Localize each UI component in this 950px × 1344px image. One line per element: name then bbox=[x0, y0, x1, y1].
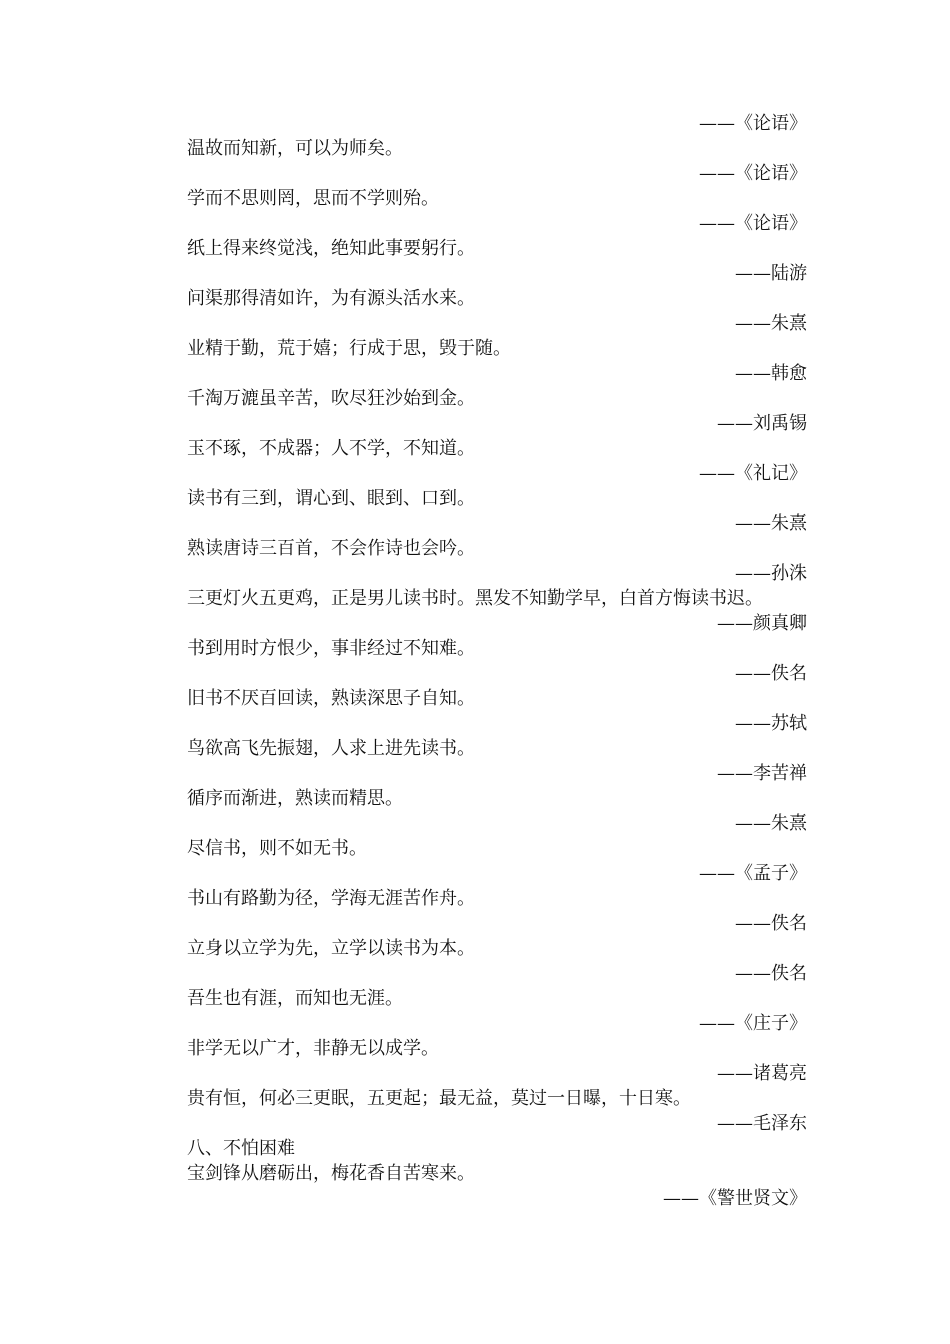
source-line: ——朱熹 bbox=[735, 813, 807, 834]
source-line: ——《孟子》 bbox=[699, 863, 807, 884]
quote-line: 问渠那得清如许，为有源头活水来。 bbox=[187, 288, 475, 309]
source-line: ——刘禹锡 bbox=[717, 413, 807, 434]
document-page bbox=[187, 111, 807, 1211]
source-line: ——孙洙 bbox=[735, 563, 807, 584]
quote-line: 熟读唐诗三百首，不会作诗也会吟。 bbox=[187, 538, 475, 559]
source-line: ——佚名 bbox=[735, 913, 807, 934]
source-line: ——李苦禅 bbox=[717, 763, 807, 784]
quote-line: 书到用时方恨少，事非经过不知难。 bbox=[187, 638, 475, 659]
quote-line: 贵有恒，何必三更眠，五更起；最无益，莫过一日曝，十日寒。 bbox=[187, 1088, 691, 1109]
source-line: ——佚名 bbox=[735, 663, 807, 684]
quote-line: 千淘万漉虽辛苦，吹尽狂沙始到金。 bbox=[187, 388, 475, 409]
source-line: ——佚名 bbox=[735, 963, 807, 984]
source-line: ——韩愈 bbox=[735, 363, 807, 384]
quote-line: 纸上得来终觉浅，绝知此事要躬行。 bbox=[187, 238, 475, 259]
quote-line: 旧书不厌百回读，熟读深思子自知。 bbox=[187, 688, 475, 709]
quote-line: 立身以立学为先，立学以读书为本。 bbox=[187, 938, 475, 959]
source-line: ——诸葛亮 bbox=[717, 1063, 807, 1084]
source-line: ——《庄子》 bbox=[699, 1013, 807, 1034]
source-line: ——朱熹 bbox=[735, 513, 807, 534]
quote-line: 读书有三到，谓心到、眼到、口到。 bbox=[187, 488, 475, 509]
quote-line: 循序而渐进，熟读而精思。 bbox=[187, 788, 403, 809]
quote-line: 玉不琢，不成器；人不学，不知道。 bbox=[187, 438, 475, 459]
source-line: ——《论语》 bbox=[699, 163, 807, 184]
quote-line: 宝剑锋从磨砺出，梅花香自苦寒来。 bbox=[187, 1163, 475, 1184]
section-heading: 八、不怕困难 bbox=[187, 1138, 295, 1159]
quote-line: 三更灯火五更鸡，正是男儿读书时。黑发不知勤学早，白首方悔读书迟。 bbox=[187, 588, 763, 609]
quote-line: 吾生也有涯，而知也无涯。 bbox=[187, 988, 403, 1009]
source-line: ——苏轼 bbox=[735, 713, 807, 734]
quote-line: 尽信书，则不如无书。 bbox=[187, 838, 367, 859]
source-line: ——《警世贤文》 bbox=[663, 1188, 807, 1209]
quote-line: 鸟欲高飞先振翅，人求上进先读书。 bbox=[187, 738, 475, 759]
quote-line: 书山有路勤为径，学海无涯苦作舟。 bbox=[187, 888, 475, 909]
source-line: ——毛泽东 bbox=[717, 1113, 807, 1134]
quote-line: 非学无以广才，非静无以成学。 bbox=[187, 1038, 439, 1059]
quote-line: 业精于勤，荒于嬉；行成于思，毁于随。 bbox=[187, 338, 511, 359]
quote-line: 温故而知新，可以为师矣。 bbox=[187, 138, 403, 159]
source-line: ——《论语》 bbox=[699, 213, 807, 234]
source-line: ——朱熹 bbox=[735, 313, 807, 334]
source-line: ——《礼记》 bbox=[699, 463, 807, 484]
source-line: ——颜真卿 bbox=[717, 613, 807, 634]
source-line: ——陆游 bbox=[735, 263, 807, 284]
source-line: ——《论语》 bbox=[699, 113, 807, 134]
quote-line: 学而不思则罔，思而不学则殆。 bbox=[187, 188, 439, 209]
